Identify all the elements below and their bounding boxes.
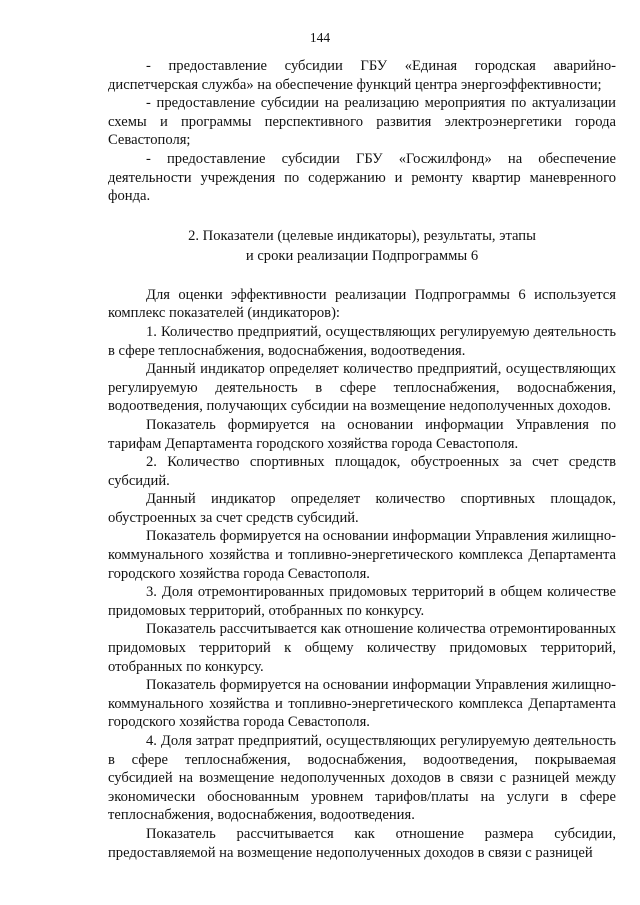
- list-item-subsidy-housing-fund: - предоставление субсидии ГБУ «Госжилфонд» на обеспечение деятельности учреждения по содержанию и ремонту квартир маневренного фонда.: [108, 150, 616, 205]
- indicator-2-title: 2. Количество спортивных площадок, обустроенных за счет средств субсидий.: [108, 454, 616, 489]
- indicator-4-calculation: Показатель рассчитывается как отношение размера субсидии, предоставляемой на возмещение недополученных доходов в связи с разницей: [108, 825, 616, 861]
- spacer: [108, 206, 616, 226]
- indicator-1-source: Показатель формируется на основании информации Управления по тарифам Департамента городского хозяйства города Севастополя.: [108, 416, 616, 452]
- indicator-4-title: 4. Доля затрат предприятий, осуществляющих регулируемую деятельность в сфере теплоснабжения, водоснабжения, водоотведения, покрываемая субсидией на возмещение недополученных доходов в связи с разницей между экономически обоснованным уровнем тарифов/платы на услуги в сфере теплоснабжения, водоснабжения, водоотведения.: [108, 733, 616, 824]
- spacer: [108, 266, 616, 286]
- document-body: [108, 57, 616, 862]
- indicator-1-title: 1. Количество предприятий, осуществляющих регулируемую деятельность в сфере теплоснабжения, водоснабжения, водоотведения.: [108, 323, 616, 359]
- list-item-subsidy-electric-program: - предоставление субсидии на реализацию мероприятия по актуализации схемы и программы перспективного развития электроэнергетики города Севастополя;: [108, 95, 616, 149]
- indicator-3-calculation: Показатель рассчитывается как отношение количества отремонтированных придомовых территорий к общему количеству придомовых территорий, отобранных по конкурсу.: [108, 621, 616, 675]
- section-heading-line-1: 2. Показатели (целевые индикаторы), результаты, этапы: [188, 227, 536, 244]
- list-item-subsidy-emergency-service: - предоставление субсидии ГБУ «Единая городская аварийно-диспетчерская служба» на обеспечение функций центра энергоэффективности;: [108, 58, 616, 93]
- indicator-1-description: Данный индикатор определяет количество предприятий, осуществляющих регулируемую деятельность в сфере теплоснабжения, водоснабжения, водоотведения, получающих субсидии на возмещение недополученных доходов.: [108, 361, 616, 415]
- indicator-2-description: Данный индикатор определяет количество спортивных площадок, обустроенных за счет средств субсидий.: [108, 491, 616, 526]
- paragraph-intro: Для оценки эффективности реализации Подпрограммы 6 используется комплекс показателей (индикаторов):: [108, 286, 616, 322]
- indicator-3-source: Показатель формируется на основании информации Управления жилищно-коммунального хозяйства и топливно-энергетического комплекса Департамента городского хозяйства города Севастополя.: [108, 677, 616, 731]
- page-number: 144: [309, 30, 331, 45]
- section-heading-line-2: и сроки реализации Подпрограммы 6: [245, 247, 479, 264]
- indicator-3-title: 3. Доля отремонтированных придомовых территорий в общем количестве придомовых территорий, отобранных по конкурсу.: [108, 584, 616, 619]
- indicator-2-source: Показатель формируется на основании информации Управления жилищно-коммунального хозяйства и топливно-энергетического комплекса Департамента городского хозяйства города Севастополя.: [108, 528, 616, 582]
